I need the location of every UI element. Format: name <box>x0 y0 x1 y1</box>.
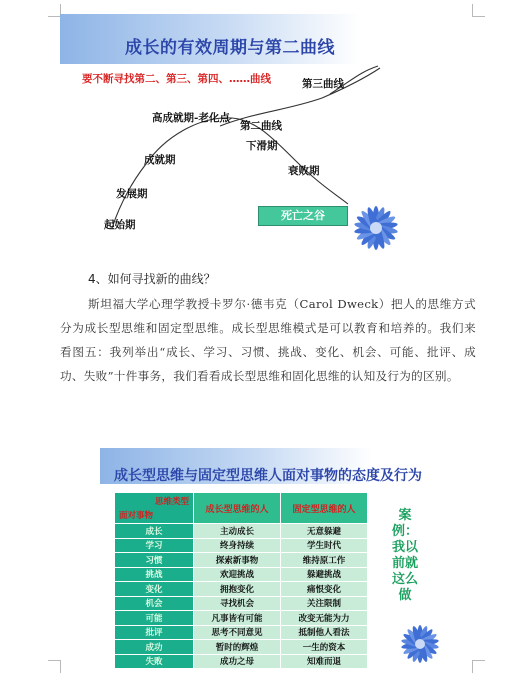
crop-mark-top-right <box>472 4 485 17</box>
growth-cell: 欢迎挑战 <box>194 567 281 582</box>
fixed-cell: 无意躲避 <box>281 524 368 539</box>
row-category: 挑战 <box>115 567 194 582</box>
growth-cell: 暂时的辉煌 <box>194 640 281 655</box>
growth-cell: 终身持续 <box>194 538 281 553</box>
fixed-cell: 关注限制 <box>281 596 368 611</box>
table-row <box>115 524 368 539</box>
table-row <box>115 567 368 582</box>
table-row <box>115 553 368 568</box>
fixed-cell: 学生时代 <box>281 538 368 553</box>
crop-mark-bottom-right <box>472 660 485 673</box>
growth-curve-slide <box>60 14 460 264</box>
death-valley-box: 死亡之谷 <box>258 206 348 226</box>
row-category: 机会 <box>115 596 194 611</box>
table-slide-title: 成长型思维与固定型思维人面对事物的态度及行为 <box>114 468 422 484</box>
label-third-curve: 第三曲线 <box>302 78 344 90</box>
fixed-cell: 维持原工作 <box>281 553 368 568</box>
table-corner-cell <box>115 493 194 524</box>
growth-cell: 主动成长 <box>194 524 281 539</box>
fixed-cell: 抵制他人看法 <box>281 625 368 640</box>
row-category: 变化 <box>115 582 194 597</box>
label-failure: 衰败期 <box>288 165 320 177</box>
mindset-table <box>114 492 368 669</box>
table-row <box>115 640 368 655</box>
table-header-row <box>115 493 368 524</box>
row-category: 成长 <box>115 524 194 539</box>
fixed-cell: 躲避挑战 <box>281 567 368 582</box>
growth-cell: 探索新事物 <box>194 553 281 568</box>
row-category: 失败 <box>115 654 194 669</box>
row-category: 批评 <box>115 625 194 640</box>
row-category: 习惯 <box>115 553 194 568</box>
slide-title: 成长的有效周期与第二曲线 <box>125 38 335 58</box>
growth-cell: 拥抱变化 <box>194 582 281 597</box>
header-growth-mindset: 成长型思维的人 <box>194 493 281 524</box>
table-row <box>115 538 368 553</box>
growth-cell: 寻找机会 <box>194 596 281 611</box>
row-category: 学习 <box>115 538 194 553</box>
growth-cell: 思考不同意见 <box>194 625 281 640</box>
section-paragraph: 斯坦福大学心理学教授卡罗尔·德韦克（Carol Dweck）把人的思维方式分为成长型思维和固定型思维。成长型思维模式是可以教育和培养的。我们来看图五：我列举出“成长、学习、习惯、挑战、变化、机会、可能、批评、成功、失败”十件事务，我们看看成长型思维和固化思维的认知及行为的区别。 <box>60 297 476 383</box>
fixed-cell: 改变无能为力 <box>281 611 368 626</box>
label-peak: 高成就期-老化点 <box>152 112 230 124</box>
flower-decoration <box>338 190 398 250</box>
header-fixed-mindset: 固定型思维的人 <box>281 493 368 524</box>
crop-mark-bottom-left <box>48 660 61 673</box>
corner-label-things-faced: 面对事物 <box>119 511 154 521</box>
fixed-cell: 一生的资本 <box>281 640 368 655</box>
flower-decoration-2 <box>386 610 440 662</box>
growth-cell: 成功之母 <box>194 654 281 669</box>
label-start: 起始期 <box>104 219 136 231</box>
row-category: 成功 <box>115 640 194 655</box>
fixed-cell: 痛恨变化 <box>281 582 368 597</box>
fixed-cell: 知难而退 <box>281 654 368 669</box>
section-heading: 4、如何寻找新的曲线？ <box>88 272 216 286</box>
slide-subtitle: 要不断寻找第二、第三、第四、……曲线 <box>82 73 271 85</box>
table-row <box>115 654 368 669</box>
table-row <box>115 625 368 640</box>
table-row <box>115 596 368 611</box>
corner-label-mindset-type: 思维类型 <box>154 497 189 507</box>
label-decline: 下滑期 <box>246 140 278 152</box>
label-success-phase: 成就期 <box>144 154 176 166</box>
case-note: 案例：我以前就这么做 <box>391 508 418 603</box>
label-growth-phase: 发展期 <box>116 188 148 200</box>
label-second-curve: 第二曲线 <box>240 120 282 132</box>
growth-cell: 凡事皆有可能 <box>194 611 281 626</box>
mindset-slide <box>100 440 440 668</box>
table-row <box>115 582 368 597</box>
table-row <box>115 611 368 626</box>
row-category: 可能 <box>115 611 194 626</box>
